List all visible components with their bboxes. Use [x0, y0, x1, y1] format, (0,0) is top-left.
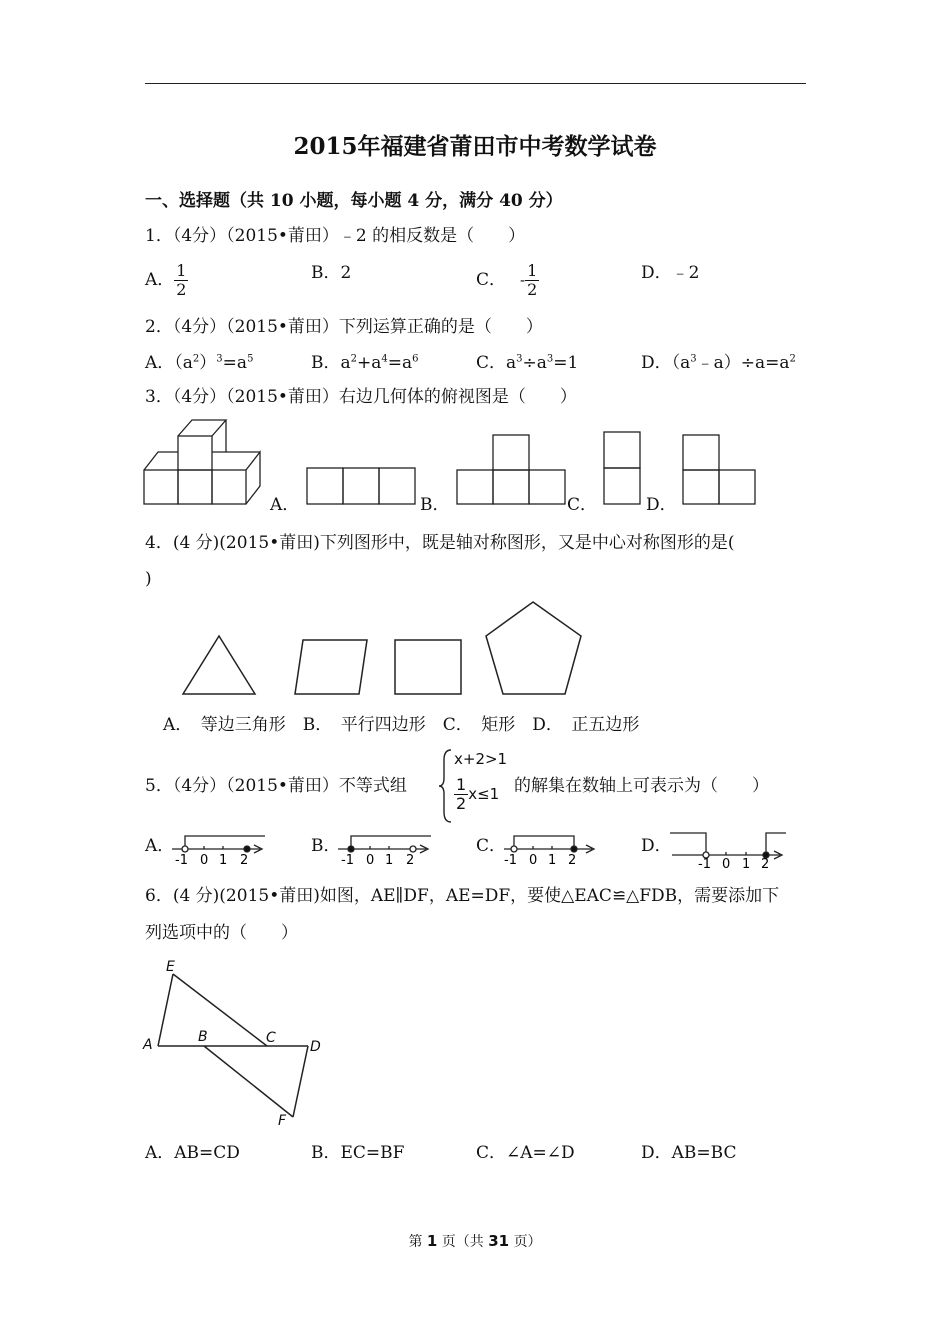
tick-label: -1: [698, 857, 711, 868]
tick-label: 2: [568, 853, 577, 868]
page-footer: 第 1 页（共 31 页）: [408, 1232, 542, 1250]
q5-numberline-c: [502, 828, 602, 868]
point-label-d: D: [310, 1039, 321, 1055]
q6-option-d: D．AB=BC: [641, 1143, 737, 1163]
q1-option-a: A． $\frac{1}{2}$: [145, 261, 187, 299]
q5-inequality-2: $\frac{1}{2}$ x≤1: [456, 775, 500, 813]
q5-numberline-b: [336, 828, 436, 868]
q1-option-c: C． - $\frac{1}{2}$: [476, 261, 538, 299]
q5-option-b: B．: [311, 836, 341, 856]
point-label-c: C: [266, 1030, 276, 1046]
point-label-b: B: [198, 1029, 208, 1045]
rectangle-shape: [395, 640, 461, 694]
section-heading: 一、选择题（共 10 小题，每小题 4 分，满分 40 分）: [145, 191, 563, 211]
q2-option-a: A．$(a^2)^3=a^5$: [145, 353, 254, 373]
regular-pentagon-shape: [486, 602, 581, 694]
q5-stem-post: 的解集在数轴上可表示为（ ）: [514, 776, 769, 796]
q5-brace: [438, 748, 454, 824]
q3-option-b: B．: [420, 495, 450, 515]
tick-label: 0: [529, 853, 538, 868]
tick-label: 1: [548, 853, 557, 868]
q2-option-b: B．$a^2+a^4=a^6$: [311, 353, 419, 373]
q3-view-a: [305, 466, 417, 506]
q6-option-c: C．∠A=∠D: [476, 1143, 575, 1163]
q5-numberline-d: [668, 828, 790, 868]
q5-numberline-a: [170, 828, 270, 868]
tick-label: 1: [385, 853, 394, 868]
q6-stem: 6．(4 分)(2015•莆田)如图，AE∥DF，AE=DF，要使△EAC≌△FDB，需要添加下: [145, 886, 780, 906]
tick-label: -1: [341, 853, 354, 868]
q3-solid-figure: [140, 418, 265, 510]
q3-option-c: C．: [567, 495, 598, 515]
tick-label: 1: [219, 853, 228, 868]
q6-option-a: A．AB=CD: [145, 1143, 240, 1163]
q1-stem: 1．（4分）（2015•莆田）﹣2 的相反数是（ ）: [145, 226, 526, 246]
q1-option-d: D．﹣2: [641, 263, 700, 283]
q4-options: A． 等边三角形 B． 平行四边形 C． 矩形 D． 正五边形: [163, 715, 640, 735]
equilateral-triangle-shape: [183, 636, 255, 694]
tick-label: 0: [200, 853, 209, 868]
tick-label: 0: [722, 857, 731, 868]
q2-stem: 2．（4分）（2015•莆田）下列运算正确的是（ ）: [145, 317, 543, 337]
point-label-a: A: [143, 1037, 153, 1053]
tick-label: 2: [240, 853, 249, 868]
q3-view-b: [455, 433, 567, 506]
header-rule: [145, 83, 806, 84]
q3-option-d: D．: [646, 495, 677, 515]
page-title: 2015年福建省莆田市中考数学试卷: [293, 133, 657, 160]
parallelogram-shape: [295, 640, 367, 694]
q5-stem: 5．（4分）（2015•莆田）不等式组: [145, 776, 407, 796]
tick-label: -1: [504, 853, 517, 868]
q4-stem: 4．(4 分)(2015•莆田)下列图形中，既是轴对称图形，又是中心对称图形的是(: [145, 533, 735, 553]
q4-stem-cont: ): [145, 569, 152, 589]
tick-label: -1: [175, 853, 188, 868]
q6-stem-cont: 列选项中的（ ）: [145, 923, 298, 943]
q4-shapes: [175, 598, 595, 700]
q3-stem: 3．（4分）（2015•莆田）右边几何体的俯视图是（ ）: [145, 387, 577, 407]
point-label-e: E: [166, 959, 175, 975]
q1-option-b: B．2: [311, 263, 352, 283]
tick-label: 2: [761, 857, 770, 868]
q3-view-d: [681, 433, 757, 506]
q6-option-b: B．EC=BF: [311, 1143, 405, 1163]
q5-option-a: A．: [145, 836, 175, 856]
q5-inequality-1: x+2>1: [454, 750, 508, 768]
tick-label: 2: [406, 853, 415, 868]
q2-option-c: C．$a^3\div a^3=1$: [476, 353, 579, 373]
q3-option-a: A．: [270, 495, 300, 515]
q6-geometry-figure: [140, 955, 330, 1130]
q5-option-d: D．: [641, 836, 672, 856]
q5-option-c: C．: [476, 836, 507, 856]
point-label-f: F: [278, 1113, 287, 1129]
q2-option-d: D．$(a^3﹣a)\div a=a^2$: [641, 353, 796, 373]
q3-view-c: [602, 430, 642, 506]
tick-label: 0: [366, 853, 375, 868]
tick-label: 1: [742, 857, 751, 868]
